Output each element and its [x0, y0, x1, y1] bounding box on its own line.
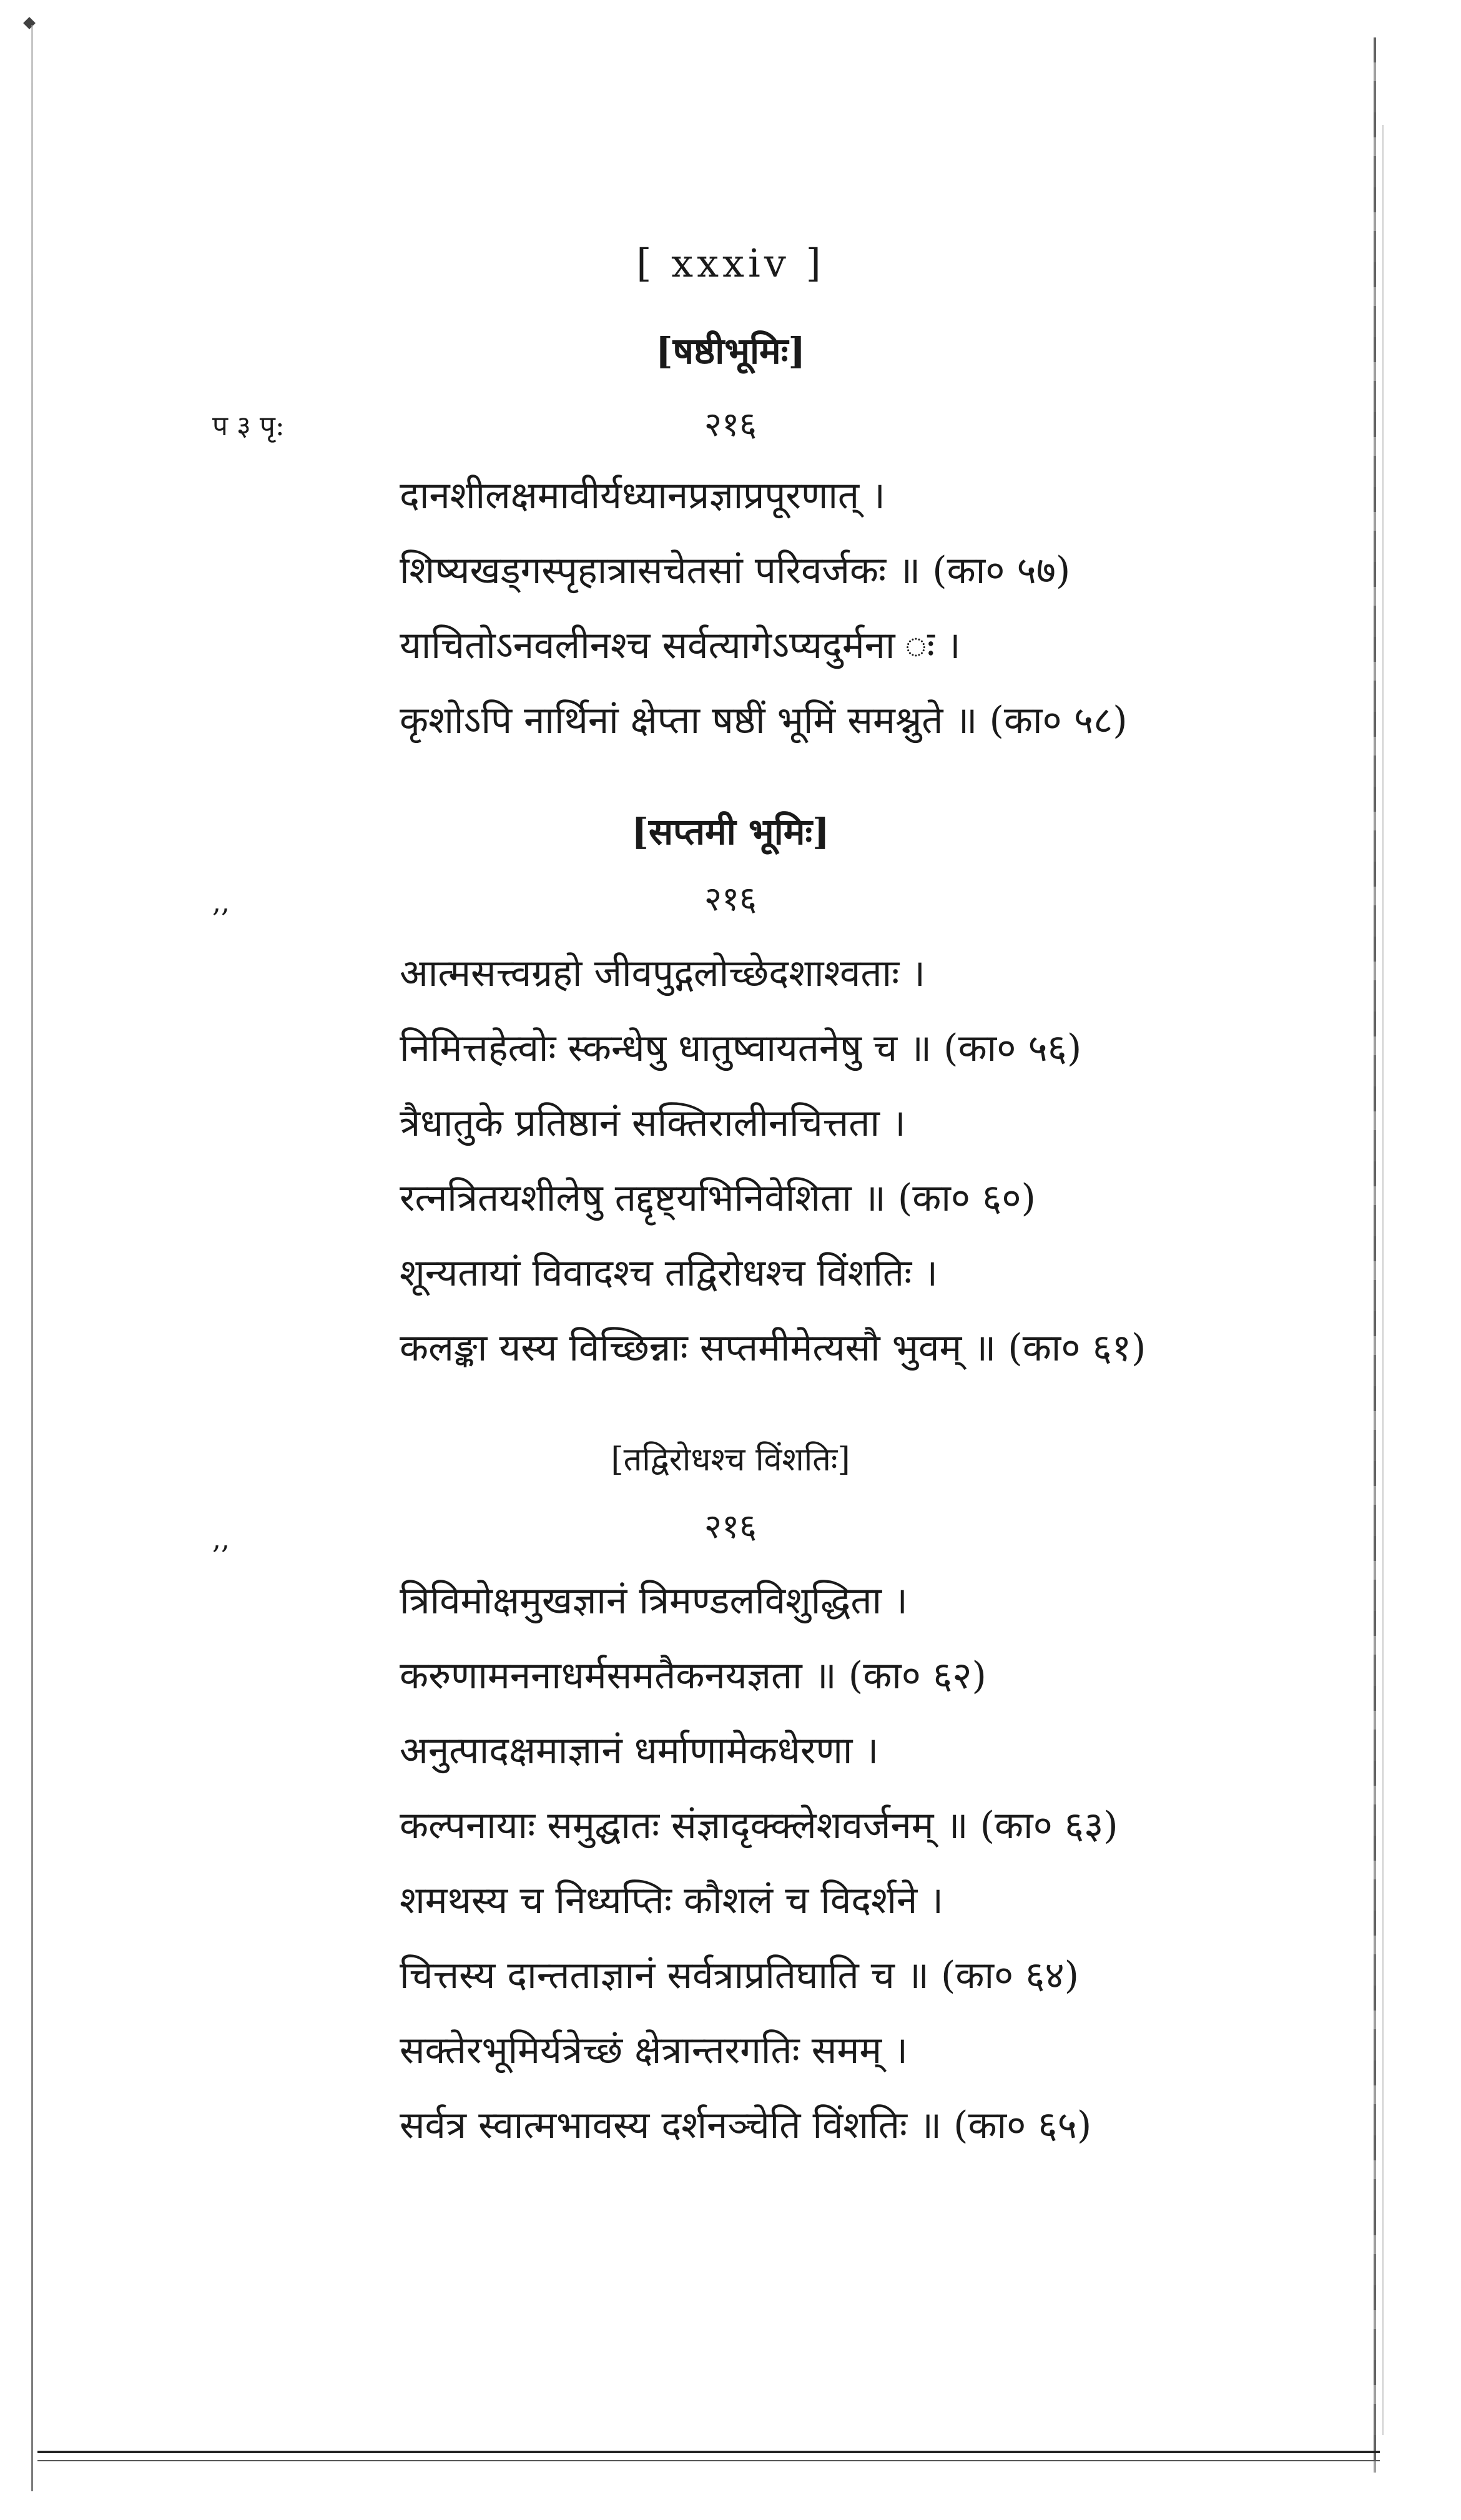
verse-line: याचितोऽनवलीनश्च सर्वत्यागेऽप्यदुर्मना ः । [400, 624, 961, 667]
scan-corner-mark [23, 17, 36, 29]
bottom-rule [37, 2451, 1380, 2453]
verse-line: करुणामननाधर्मसमतैकनयज्ञता ॥ (का० ६२) [400, 1654, 986, 1698]
verse-line: त्रिविमोक्षमुखज्ञानं त्रिमण्डलविशुद्धिता । [400, 1579, 908, 1623]
verse-line: निमित्तहेत्वोः स्कन्धेषु धातुष्वायतनेषु च ॥ (का० ५६) [400, 1026, 1082, 1070]
scan-left-edge [31, 25, 33, 2491]
margin-note: ,, [212, 1523, 230, 1555]
verse-line: शमथस्य च निध्यप्तिः कौशलं च विदर्शने । [400, 1879, 944, 1922]
section-number: २१६ [704, 1507, 757, 1546]
margin-note: प ३ पृ: [212, 410, 285, 442]
bottom-rule-secondary [37, 2460, 1380, 2461]
verse-line: चित्तस्य दान्तताज्ञानं सर्वत्राप्रतिघाति च ॥ (का० ६४) [400, 1954, 1080, 1997]
scan-right-edge-shadow [1382, 125, 1384, 2435]
verse-line: रत्नत्रितयशीलेषु तद्दृष्ट्यभिनिवेशिता ॥ (का० ६०) [400, 1176, 1036, 1220]
section-title: [तद्विरोधश्च विंशतिः] [611, 1441, 850, 1479]
verse-line: कृशोऽपि नार्थिनां क्षेप्ता षष्ठीं भूमिं समश्नुते ॥ (का० ५८) [400, 699, 1128, 742]
margin-note: ,, [212, 887, 230, 918]
section-number: २१६ [704, 405, 757, 444]
verse-line: सर्वत्र स्वात्मभावस्य दर्शनञ्चेति विंशतिः ॥ (का० ६५) [400, 2104, 1092, 2147]
section-number: २१६ [704, 879, 757, 918]
page-number: [ xxxiv ] [636, 240, 825, 286]
verse-line: शिष्यखड्गस्पृहात्रासचेतसां परिवर्जकः ॥ (का० ५७) [400, 549, 1071, 593]
verse-line: कलङ्का यस्य विच्छिन्नाः सप्तमीमेत्यसौ भुवम् ॥ (का० ६१) [400, 1326, 1146, 1370]
verse-line: कल्पनायाः समुद्घातः संज्ञादृक्क्लेशवर्जनम् ॥ (का० ६३) [400, 1804, 1118, 1848]
verse-line: शून्यतायां विवादश्च तद्विरोधश्च विंशतिः । [400, 1251, 938, 1295]
verse-line: सक्तेरभूमिर्यत्रेच्छं क्षेत्रान्तरगतिः समम् । [400, 2029, 908, 2072]
verse-line: त्रैधातुके प्रतिष्ठानं सक्तिरालीनचित्तता । [400, 1101, 906, 1145]
section-title: [षष्ठीभूमिः] [656, 330, 805, 372]
verse-line: दानशीलक्षमावीर्यध्यानप्रज्ञाप्रपूरणात् । [400, 474, 885, 518]
verse-line: अनुत्पादक्षमाज्ञानं धर्माणामेकधेरणा । [400, 1729, 879, 1773]
verse-line: आत्मसत्त्वग्रहो जीवपुद्गलोच्छेदशाश्वताः । [400, 952, 926, 995]
section-title: [सप्तमी भूमिः] [631, 810, 830, 853]
